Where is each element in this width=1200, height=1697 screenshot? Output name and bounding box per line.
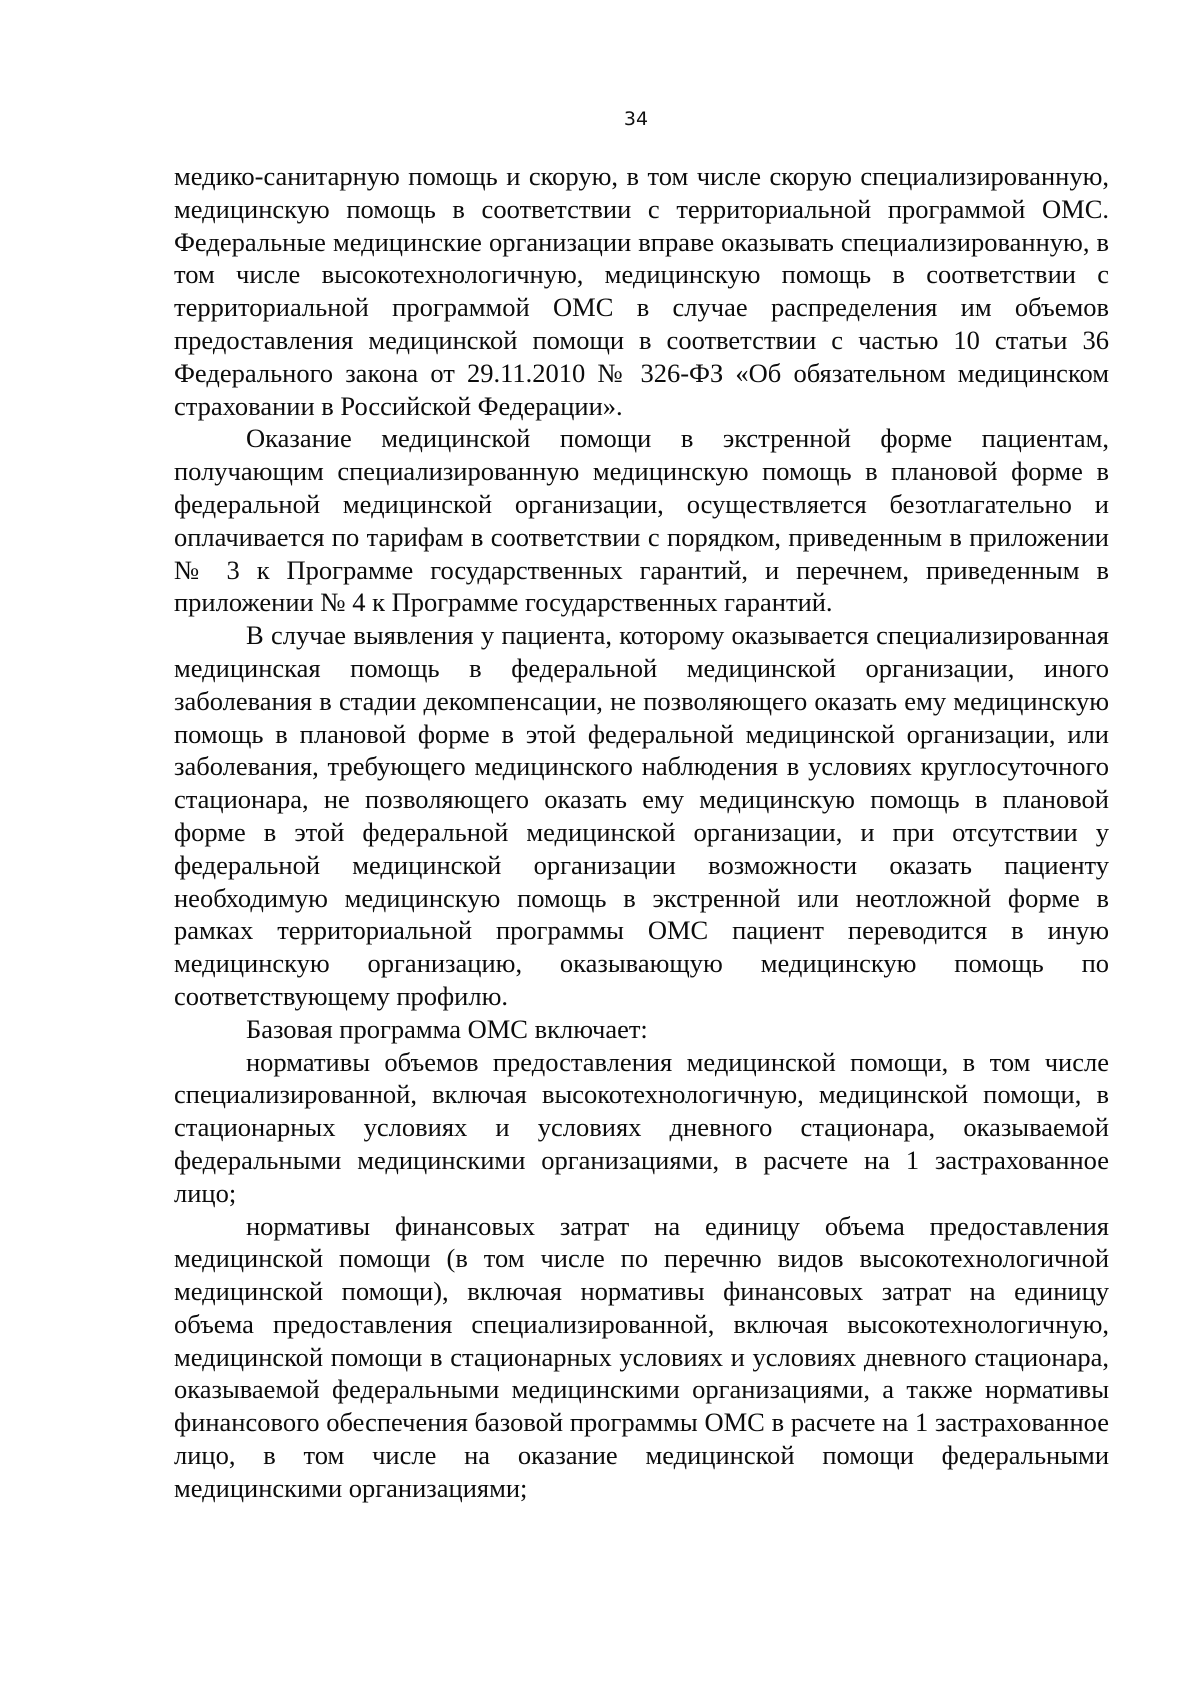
paragraph: Оказание медицинской помощи в экстренной форме пациентам, получающим специализированную медицинскую помощь в плановой форме в федеральной медицинской организации, осуществляется безотлагательно и оплачивается по тарифам в соответствии с порядком, приведенным в приложении № 3 к Программе государственных гарантий, и перечнем, приведенным в приложении № 4 к Программе государственных гарантий. xyxy=(174,423,1109,618)
paragraph: Базовая программа ОМС включает: xyxy=(246,1013,648,1044)
paragraph: В случае выявления у пациента, которому оказывается специализированная медицинская помощь в федеральной медицинской организации, иного заболевания в стадии декомпенсации, не позволяющего оказать ему медицинскую помощь в плановой форме в этой федеральной медицинской организации, или заболевания, требующего медицинского наблюдения в условиях круглосуточного стационара, не позволяющего оказать ему медицинскую помощь в плановой форме в этой федеральной медицинской организации, и при отсутствии у федеральной медицинской организации возможности оказать пациенту необходимую медицинскую помощь в экстренной или неотложной форме в рамках территориальной программы ОМС пациент переводится в иную медицинскую организацию, оказывающую медицинскую помощь по соответствующему профилю. xyxy=(174,620,1109,1011)
paragraph: нормативы объемов предоставления медицинской помощи, в том числе специализированной, включая высокотехнологичную, медицинской помощи, в стационарных условиях и условиях дневного стационара, оказываемой федеральными медицинскими организациями, в расчете на 1 застрахованное лицо; xyxy=(174,1046,1109,1208)
paragraph: медико-санитарную помощь и скорую, в том числе скорую специализированную, медицинскую помощь в соответствии с территориальной программой ОМС. Федеральные медицинские организации вправе оказывать специализированную, в том числе высокотехнологичную, медицинскую помощь в соответствии с территориальной программой ОМС в случае распределения им объемов предоставления медицинской помощи в соответствии с частью 10 статьи 36 Федерального закона от 29.11.2010 № 326-ФЗ «Об обязательном медицинском страховании в Российской Федерации». xyxy=(174,161,1109,421)
body-text xyxy=(174,160,1109,1505)
paragraph: нормативы финансовых затрат на единицу объема предоставления медицинской помощи (в том числе по перечню видов высокотехнологичной медицинской помощи), включая нормативы финансовых затрат на единицу объема предоставления специализированной, включая высокотехнологичную, медицинской помощи в стационарных условиях и условиях дневного стационара, оказываемой федеральными медицинскими организациями, а также нормативы финансового обеспечения базовой программы ОМС в расчете на 1 застрахованное лицо, в том числе на оказание медицинской помощи федеральными медицинскими организациями; xyxy=(174,1210,1109,1503)
page-number: 34 xyxy=(623,108,649,130)
